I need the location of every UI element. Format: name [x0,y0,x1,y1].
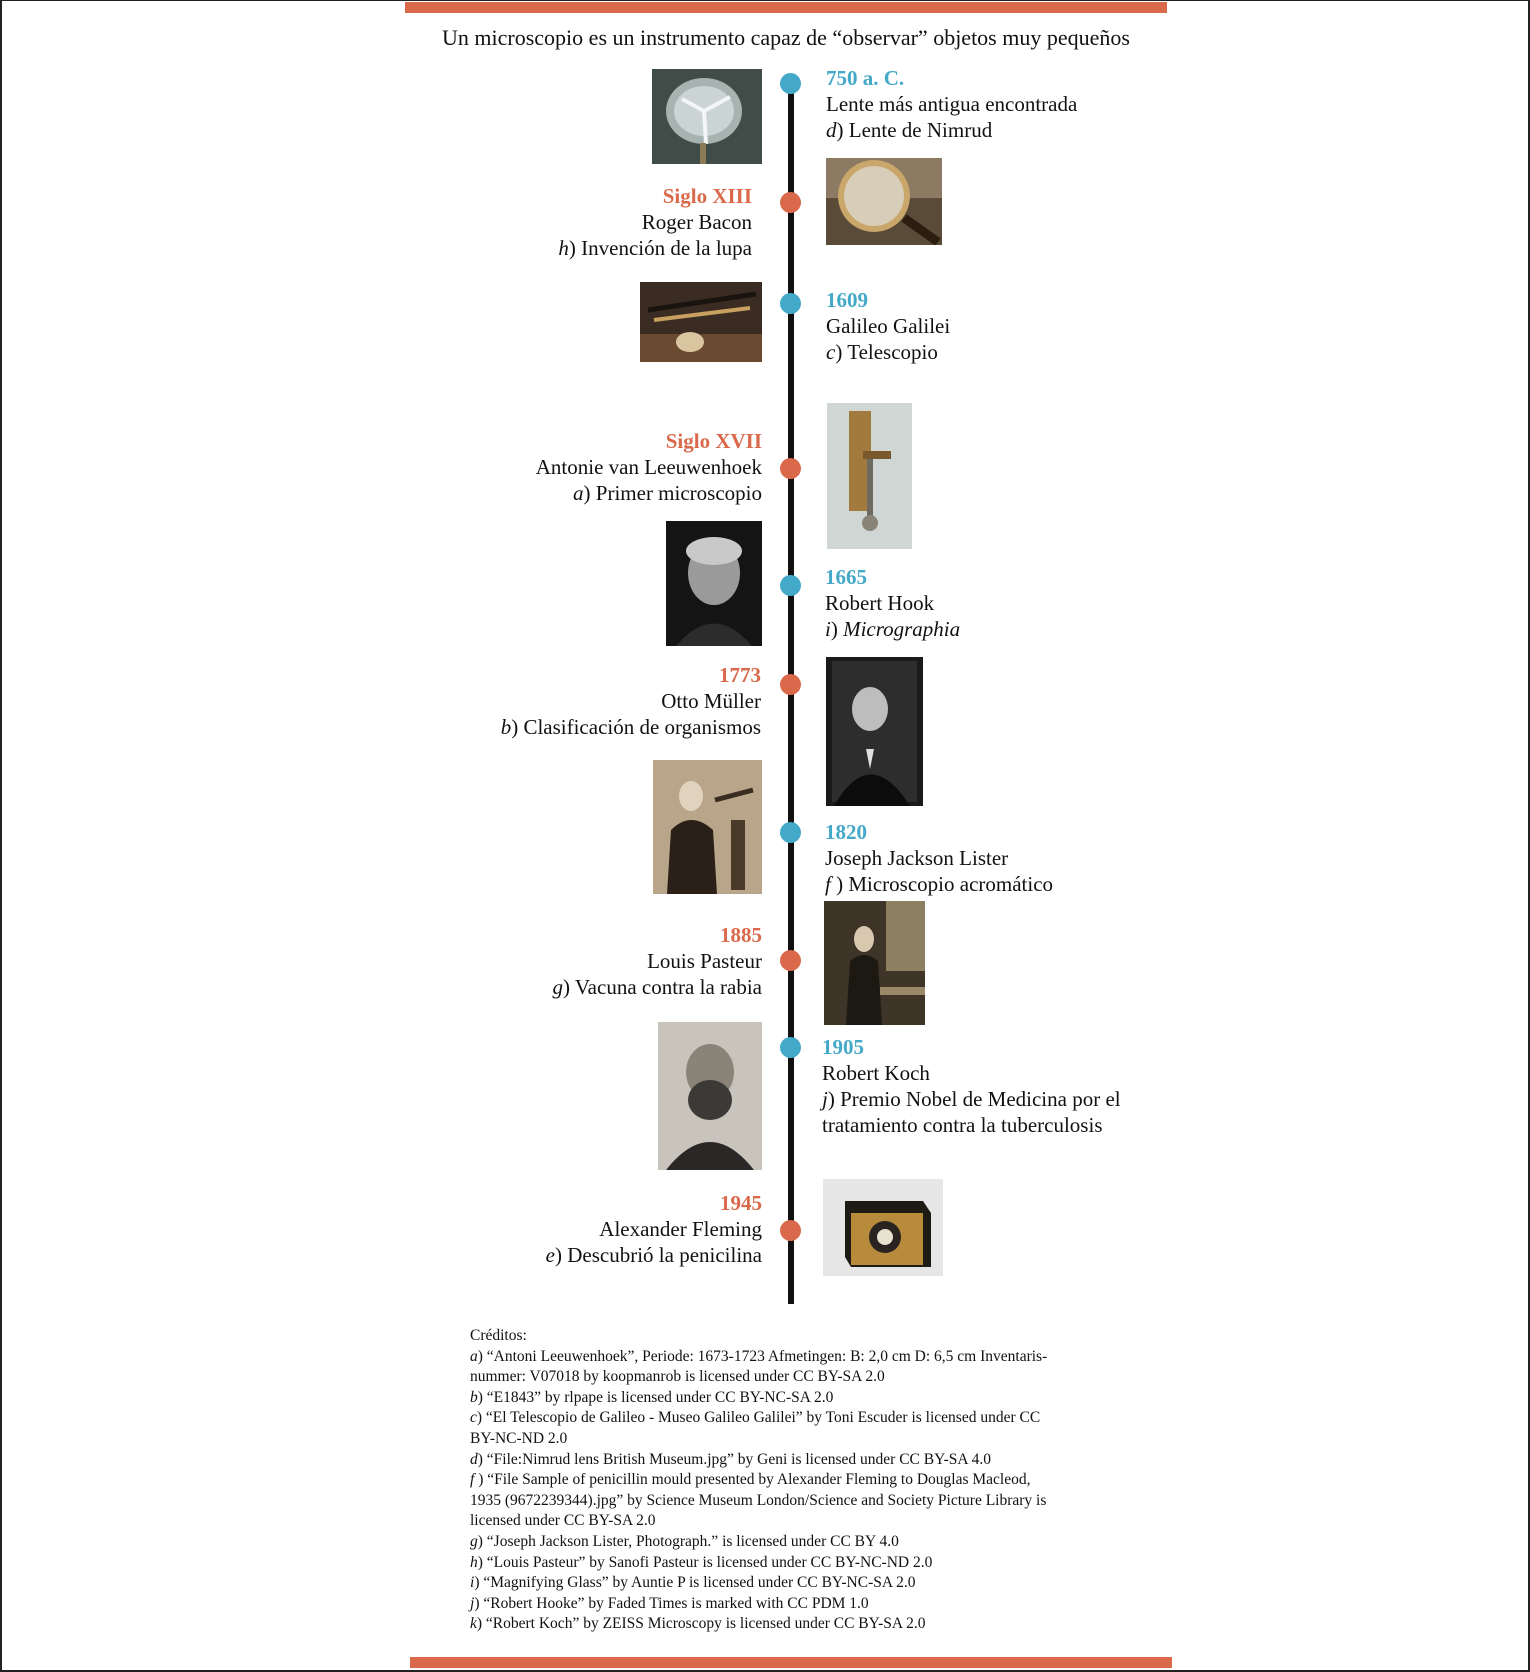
credit-text: ) “File Sample of penicillin mould presented by Alexander Fleming to Douglas Macleod, [474,1471,1031,1489]
credit-item-f [470,1470,1115,1491]
event-siglo-xvii [470,428,762,506]
credit-letter: j [470,1594,475,1612]
credit-letter: d [470,1450,478,1468]
timeline-dot-1665 [780,575,801,596]
louis-pasteur-photo [824,901,925,1025]
credit-item-c-cont: BY-NC-ND 2.0 [470,1429,568,1447]
event-letter: e [545,1243,555,1267]
event-person: Antonie van Leeuwenhoek [535,455,762,479]
credit-item-j [470,1594,1115,1615]
event-description: Clasificación de organismos [523,715,761,739]
event-person: Galileo Galilei [826,314,951,338]
event-year: 1773 [719,663,761,687]
event-year: 1945 [720,1191,762,1215]
timeline-dot-1885 [780,950,801,971]
credit-item-f-cont-2: licensed under CC BY-SA 2.0 [470,1512,656,1530]
robert-hooke-portrait [666,521,762,646]
event-year: 1905 [822,1035,864,1059]
leeuwenhoek-microscope-photo [827,403,912,549]
credits-heading: Créditos: [470,1327,527,1344]
galileo-telescope-image [640,282,762,362]
event-description: Microscopio acromático [848,872,1054,896]
event-person: Roger Bacon [641,210,752,234]
event-description: Micrographia [843,617,961,641]
event-description: Vacuna contra la rabia [574,975,762,999]
event-description-line: e) Descubrió la penicilina [545,1243,762,1267]
event-year: 1609 [826,288,868,312]
event-description: Invención de la lupa [581,236,752,260]
event-description-line-2: tratamiento contra la tuberculosis [822,1113,1103,1137]
event-750ac [826,65,1077,143]
event-description: Lente de Nimrud [848,118,993,142]
robert-koch-image [658,1022,762,1170]
credit-text: ) “File:Nimrud lens British Museum.jpg” by Geni is licensed under CC BY-SA 4.0 [477,1450,991,1468]
event-year: 1885 [720,923,762,947]
timeline-dot-750ac [780,73,801,94]
event-letter: b [500,715,512,739]
robert-hooke-image [666,521,762,646]
robert-koch-portrait [658,1022,762,1170]
event-person: Alexander Fleming [599,1217,762,1241]
credit-text: ) “Robert Hooke” by Faded Times is marked with CC PDM 1.0 [474,1594,869,1612]
magnifying-glass-photo [826,158,942,245]
credit-letter: g [470,1532,478,1550]
event-person: Lente más antigua encontrada [826,92,1078,116]
event-year: Siglo XVII [665,429,762,453]
event-description-line: g) Vacuna contra la rabia [552,975,762,999]
galileo-telescope-photo [640,282,762,362]
timeline-dot-siglo-xvii [780,458,801,479]
credit-letter: a [470,1347,478,1365]
event-letter: a [573,481,584,505]
event-1945 [470,1190,762,1268]
credit-item-h [470,1553,1115,1574]
credit-item-k [470,1614,1115,1635]
timeline-dot-1773 [780,674,801,695]
credit-text: ) “Louis Pasteur” by Sanofi Pasteur is licensed under CC BY-NC-ND 2.0 [477,1553,933,1571]
event-description: Telescopio [847,340,938,364]
credit-letter: i [470,1574,475,1592]
event-description: Premio Nobel de Medicina por el [840,1087,1121,1111]
event-letter: f [825,872,837,896]
credit-item-d [470,1450,1115,1471]
event-person: Robert Koch [822,1061,930,1085]
credit-item-g [470,1532,1115,1553]
credit-letter: h [470,1553,478,1571]
leeuwenhoek-microscope-image [827,403,912,549]
credit-item-f-cont: 1935 (9672239344).jpg” by Science Museum London/Science and Society Picture Library is [470,1491,1047,1509]
joseph-lister-photo [653,760,762,894]
event-description-line: i) Micrographia [825,617,961,641]
event-year: Siglo XIII [662,184,752,208]
event-letter: i [825,617,831,641]
otto-muller-photo [826,657,923,806]
event-description: Primer microscopio [595,481,762,505]
credit-item-b [470,1388,1115,1409]
event-description-line: f ) Microscopio acromático [825,872,1054,896]
event-siglo-xiii [470,183,752,261]
credits-block [470,1326,1115,1635]
timeline-dot-1609 [780,293,801,314]
timeline-dot-1820 [780,822,801,843]
penicillin-sample-image [823,1179,943,1276]
event-description-line: a) Primer microscopio [573,481,762,505]
credit-text: ) “Joseph Jackson Lister, Photograph.” is licensed under CC BY 4.0 [477,1532,899,1550]
otto-muller-image [826,657,923,806]
credit-item-i [470,1573,1115,1594]
event-letter: h [558,236,569,260]
event-1885 [470,922,762,1000]
page-frame-left [0,0,2,1672]
event-description-line: d) Lente de Nimrud [826,118,993,142]
timeline-dot-1905 [780,1037,801,1058]
credit-letter: f [470,1471,475,1489]
event-letter: d [826,118,837,142]
credit-item-c [470,1408,1115,1429]
event-year: 750 a. C. [826,66,905,90]
event-letter: c [826,340,836,364]
nimrud-lens-photo [652,69,762,164]
credit-item-a-cont: nummer: V07018 by koopmanrob is licensed under CC BY-SA 2.0 [470,1368,885,1386]
top-accent-bar [405,2,1167,13]
credit-letter: c [470,1409,477,1427]
event-1905 [822,1034,1121,1138]
event-description-line: b) Clasificación de organismos [500,715,761,739]
timeline-dot-1945 [780,1220,801,1241]
event-year: 1665 [825,565,867,589]
penicillin-sample-photo [823,1179,943,1276]
event-letter: j [822,1087,828,1111]
event-person: Louis Pasteur [647,949,762,973]
bottom-accent-bar [410,1657,1172,1668]
credit-letter: k [470,1615,477,1633]
event-description-line: c) Telescopio [826,340,938,364]
event-person: Otto Müller [661,689,761,713]
event-year: 1820 [825,820,867,844]
event-description-line: h) Invención de la lupa [558,236,752,260]
magnifying-glass-image [826,158,942,245]
credit-text: ) “Magnifying Glass” by Auntie P is licensed under CC BY-NC-SA 2.0 [474,1574,916,1592]
credit-text: ) “Antoni Leeuwenhoek”, Periode: 1673-1723 Afmetingen: B: 2,0 cm D: 6,5 cm Inventaris- [477,1347,1048,1365]
credit-letter: b [470,1388,478,1406]
louis-pasteur-image [824,901,925,1025]
event-letter: g [552,975,563,999]
credit-item-a [470,1347,1115,1368]
page-frame-top [0,0,1530,1]
page-subtitle: Un microscopio es un instrumento capaz de “observar” objetos muy pequeños [442,25,1130,50]
credit-text: ) “Robert Koch” by ZEISS Microscopy is licensed under CC BY-SA 2.0 [476,1615,926,1633]
event-description: Descubrió la penicilina [567,1243,762,1267]
event-1820 [825,819,1053,897]
event-1609 [826,287,950,365]
credit-text: ) “El Telescopio de Galileo - Museo Galileo Galilei” by Toni Escuder is licensed under CC [476,1409,1041,1427]
timeline-dot-siglo-xiii [780,192,801,213]
event-description-line: j) Premio Nobel de Medicina por el [822,1087,1121,1111]
event-1773 [470,662,761,740]
event-person: Robert Hook [825,591,935,615]
credit-text: ) “E1843” by rlpape is licensed under CC BY-NC-SA 2.0 [477,1388,834,1406]
joseph-lister-image [653,760,762,894]
nimrud-lens-image [652,69,762,164]
event-person: Joseph Jackson Lister [825,846,1009,870]
event-1665 [825,564,960,642]
